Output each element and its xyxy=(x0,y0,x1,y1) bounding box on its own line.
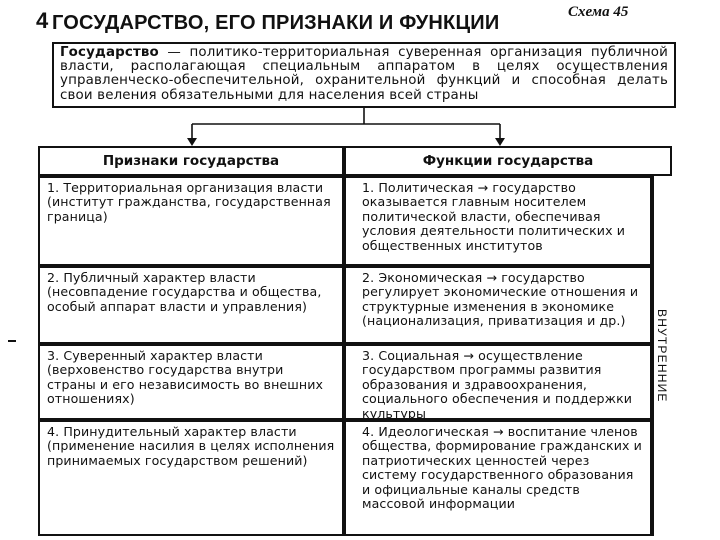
vertical-label: ВНУТРЕННИЕ xyxy=(655,309,669,403)
sign-1: 1. Территориальная организация власти (институт гражданства, государственная граница) xyxy=(38,176,344,266)
function-4: 4. Идеологическая → воспитание членов общества, формирование гражданских и патриотических ценностей через систему государственного образования и официальные каналы средств массовой информации xyxy=(344,420,652,536)
sign-2: 2. Публичный характер власти (несовпадение государства и общества, особый аппарат власти и управления) xyxy=(38,266,344,344)
definition-term: Государство xyxy=(60,45,159,60)
function-3: 3. Социальная → осуществление государством программы развития образования и здравоохранения, социального обеспечения и поддержки культуры xyxy=(344,344,652,420)
slide-number: 4 xyxy=(36,8,49,33)
functions-header: Функции государства xyxy=(344,146,672,176)
function-2: 2. Экономическая → государство регулирует экономические отношения и структурные изменения в экономике (национализация, приватизация и др.) xyxy=(344,266,652,344)
page-title: ГОСУДАРСТВО, ЕГО ПРИЗНАКИ И ФУНКЦИИ xyxy=(52,12,500,34)
definition-text: — политико-территориальная суверенная организация публичной власти, располагающая специальным аппаратом в целях осуществления управленческо-обеспечительной, охранительной функций и способная делать свои веления обязательными для населения всей страны xyxy=(60,45,668,103)
sign-3: 3. Суверенный характер власти (верховенство государства внутри страны и его независимость во внешних отношениях) xyxy=(38,344,344,420)
arrow-head-left xyxy=(187,138,197,146)
margin-dash xyxy=(8,340,16,342)
sign-4: 4. Принудительный характер власти (применение насилия в целях исполнения принимаемых государством решений) xyxy=(38,420,344,536)
arrow-head-right xyxy=(495,138,505,146)
scheme-label: Схема 45 xyxy=(568,4,629,20)
function-1: 1. Политическая → государство оказывается главным носителем политической власти, обеспечивая условия деятельности политических и общественных институтов xyxy=(344,176,652,266)
signs-header: Признаки государства xyxy=(38,146,344,176)
